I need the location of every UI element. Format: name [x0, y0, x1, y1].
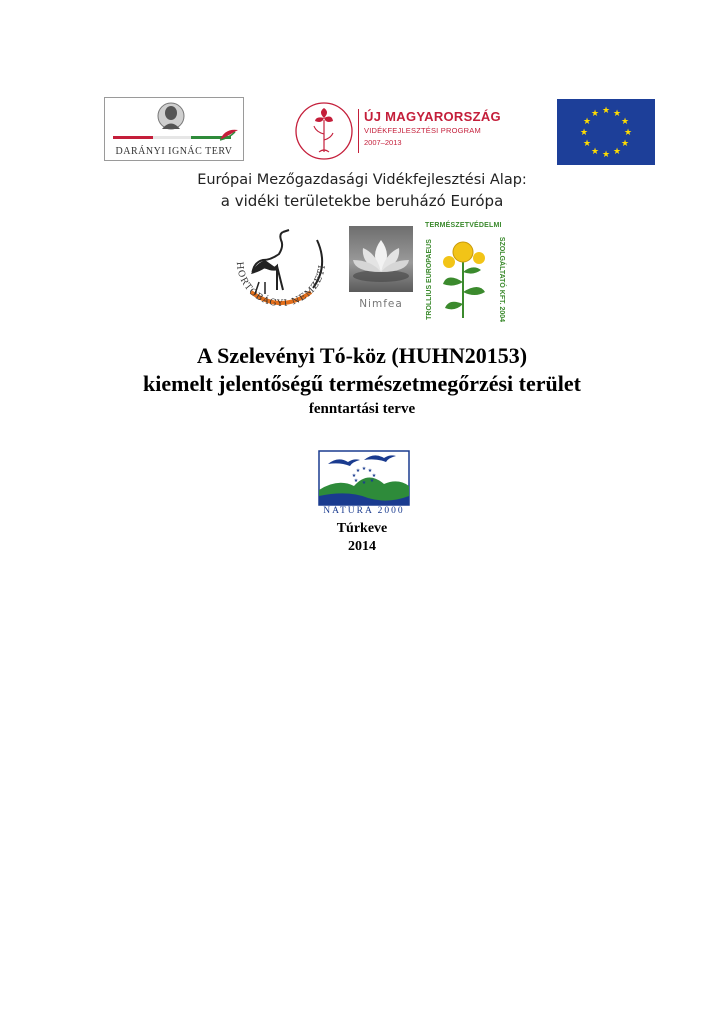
- svg-text:★: ★: [590, 147, 600, 157]
- uj-magyarorszag-years: 2007–2013: [364, 138, 402, 147]
- svg-text:★: ★: [355, 468, 361, 474]
- nimfea-logo: [349, 226, 413, 318]
- svg-text:★: ★: [590, 109, 600, 119]
- svg-text:★: ★: [367, 468, 373, 474]
- globeflower-icon: [433, 232, 493, 318]
- leaf-icon: [219, 128, 239, 142]
- crane-icon: [221, 222, 341, 322]
- svg-text:★: ★: [612, 109, 622, 119]
- svg-text:★: ★: [620, 117, 630, 127]
- flag-stripe: [113, 136, 231, 139]
- fund-line-1: Európai Mezőgazdasági Vidékfejlesztési Alap:: [197, 172, 527, 188]
- trollius-logo: [423, 222, 506, 323]
- eu-flag-icon: [557, 99, 655, 165]
- fund-line-2: a vidéki területekbe beruházó Európa: [220, 192, 504, 210]
- trollius-top-text: TERMÉSZETVÉDELMI: [425, 222, 502, 229]
- document-subtitle: fenntartási terve: [308, 401, 416, 417]
- city-name: Túrkeve: [336, 521, 388, 536]
- svg-text:★: ★: [361, 480, 367, 486]
- uj-magyarorszag-subtitle: VIDÉKFEJLESZTÉSI PROGRAM: [364, 126, 481, 135]
- water-lily-photo: [349, 226, 413, 292]
- carnation-icon: [293, 100, 355, 162]
- portrait-icon: [157, 102, 185, 132]
- document-title-line-1: A Szelevényi Tó-köz (HUHN20153): [196, 343, 528, 368]
- hortobagy-text: HORTOBÁGYI NEMZETI: [233, 261, 328, 310]
- svg-text:★: ★: [612, 147, 622, 157]
- water-lily-icon: [349, 226, 413, 292]
- svg-text:★: ★: [601, 106, 611, 116]
- uj-magyarorszag-logo: [293, 96, 523, 164]
- svg-text:★: ★: [582, 117, 592, 127]
- publication-year: 2014: [348, 539, 376, 554]
- uj-magyarorszag-divider: [358, 109, 359, 153]
- trollius-left-text: TROLLIUS EUROPAEUS: [425, 239, 433, 320]
- svg-text:★: ★: [579, 128, 589, 138]
- uj-magyarorszag-title: ÚJ MAGYARORSZÁG: [364, 109, 501, 124]
- hortobagy-national-park-logo: [221, 222, 341, 322]
- daranyi-text: DARÁNYI IGNÁC TERV: [115, 146, 233, 157]
- eu-flag: [557, 99, 655, 165]
- svg-text:★: ★: [351, 473, 357, 479]
- trollius-right-text: SZOLGÁLTATÓ KFT. 2004: [498, 236, 506, 323]
- svg-text:★: ★: [620, 139, 630, 149]
- daranyi-ignac-terv-logo: [104, 97, 244, 161]
- document-title-line-2: kiemelt jelentőségű természetmegőrzési terület: [143, 371, 581, 396]
- svg-text:★: ★: [371, 473, 377, 479]
- svg-text:★: ★: [361, 466, 367, 472]
- svg-text:★: ★: [582, 139, 592, 149]
- nimfea-label: Nimfea: [359, 298, 403, 310]
- svg-text:★: ★: [623, 128, 633, 138]
- natura-2000-icon: [318, 450, 410, 506]
- svg-text:★: ★: [369, 478, 375, 484]
- natura-2000-label: NATURA 2000: [323, 506, 405, 516]
- svg-text:★: ★: [601, 150, 611, 160]
- svg-text:HORTOBÁGYI NEMZETI PARK: [221, 222, 328, 309]
- svg-text:★: ★: [353, 478, 359, 484]
